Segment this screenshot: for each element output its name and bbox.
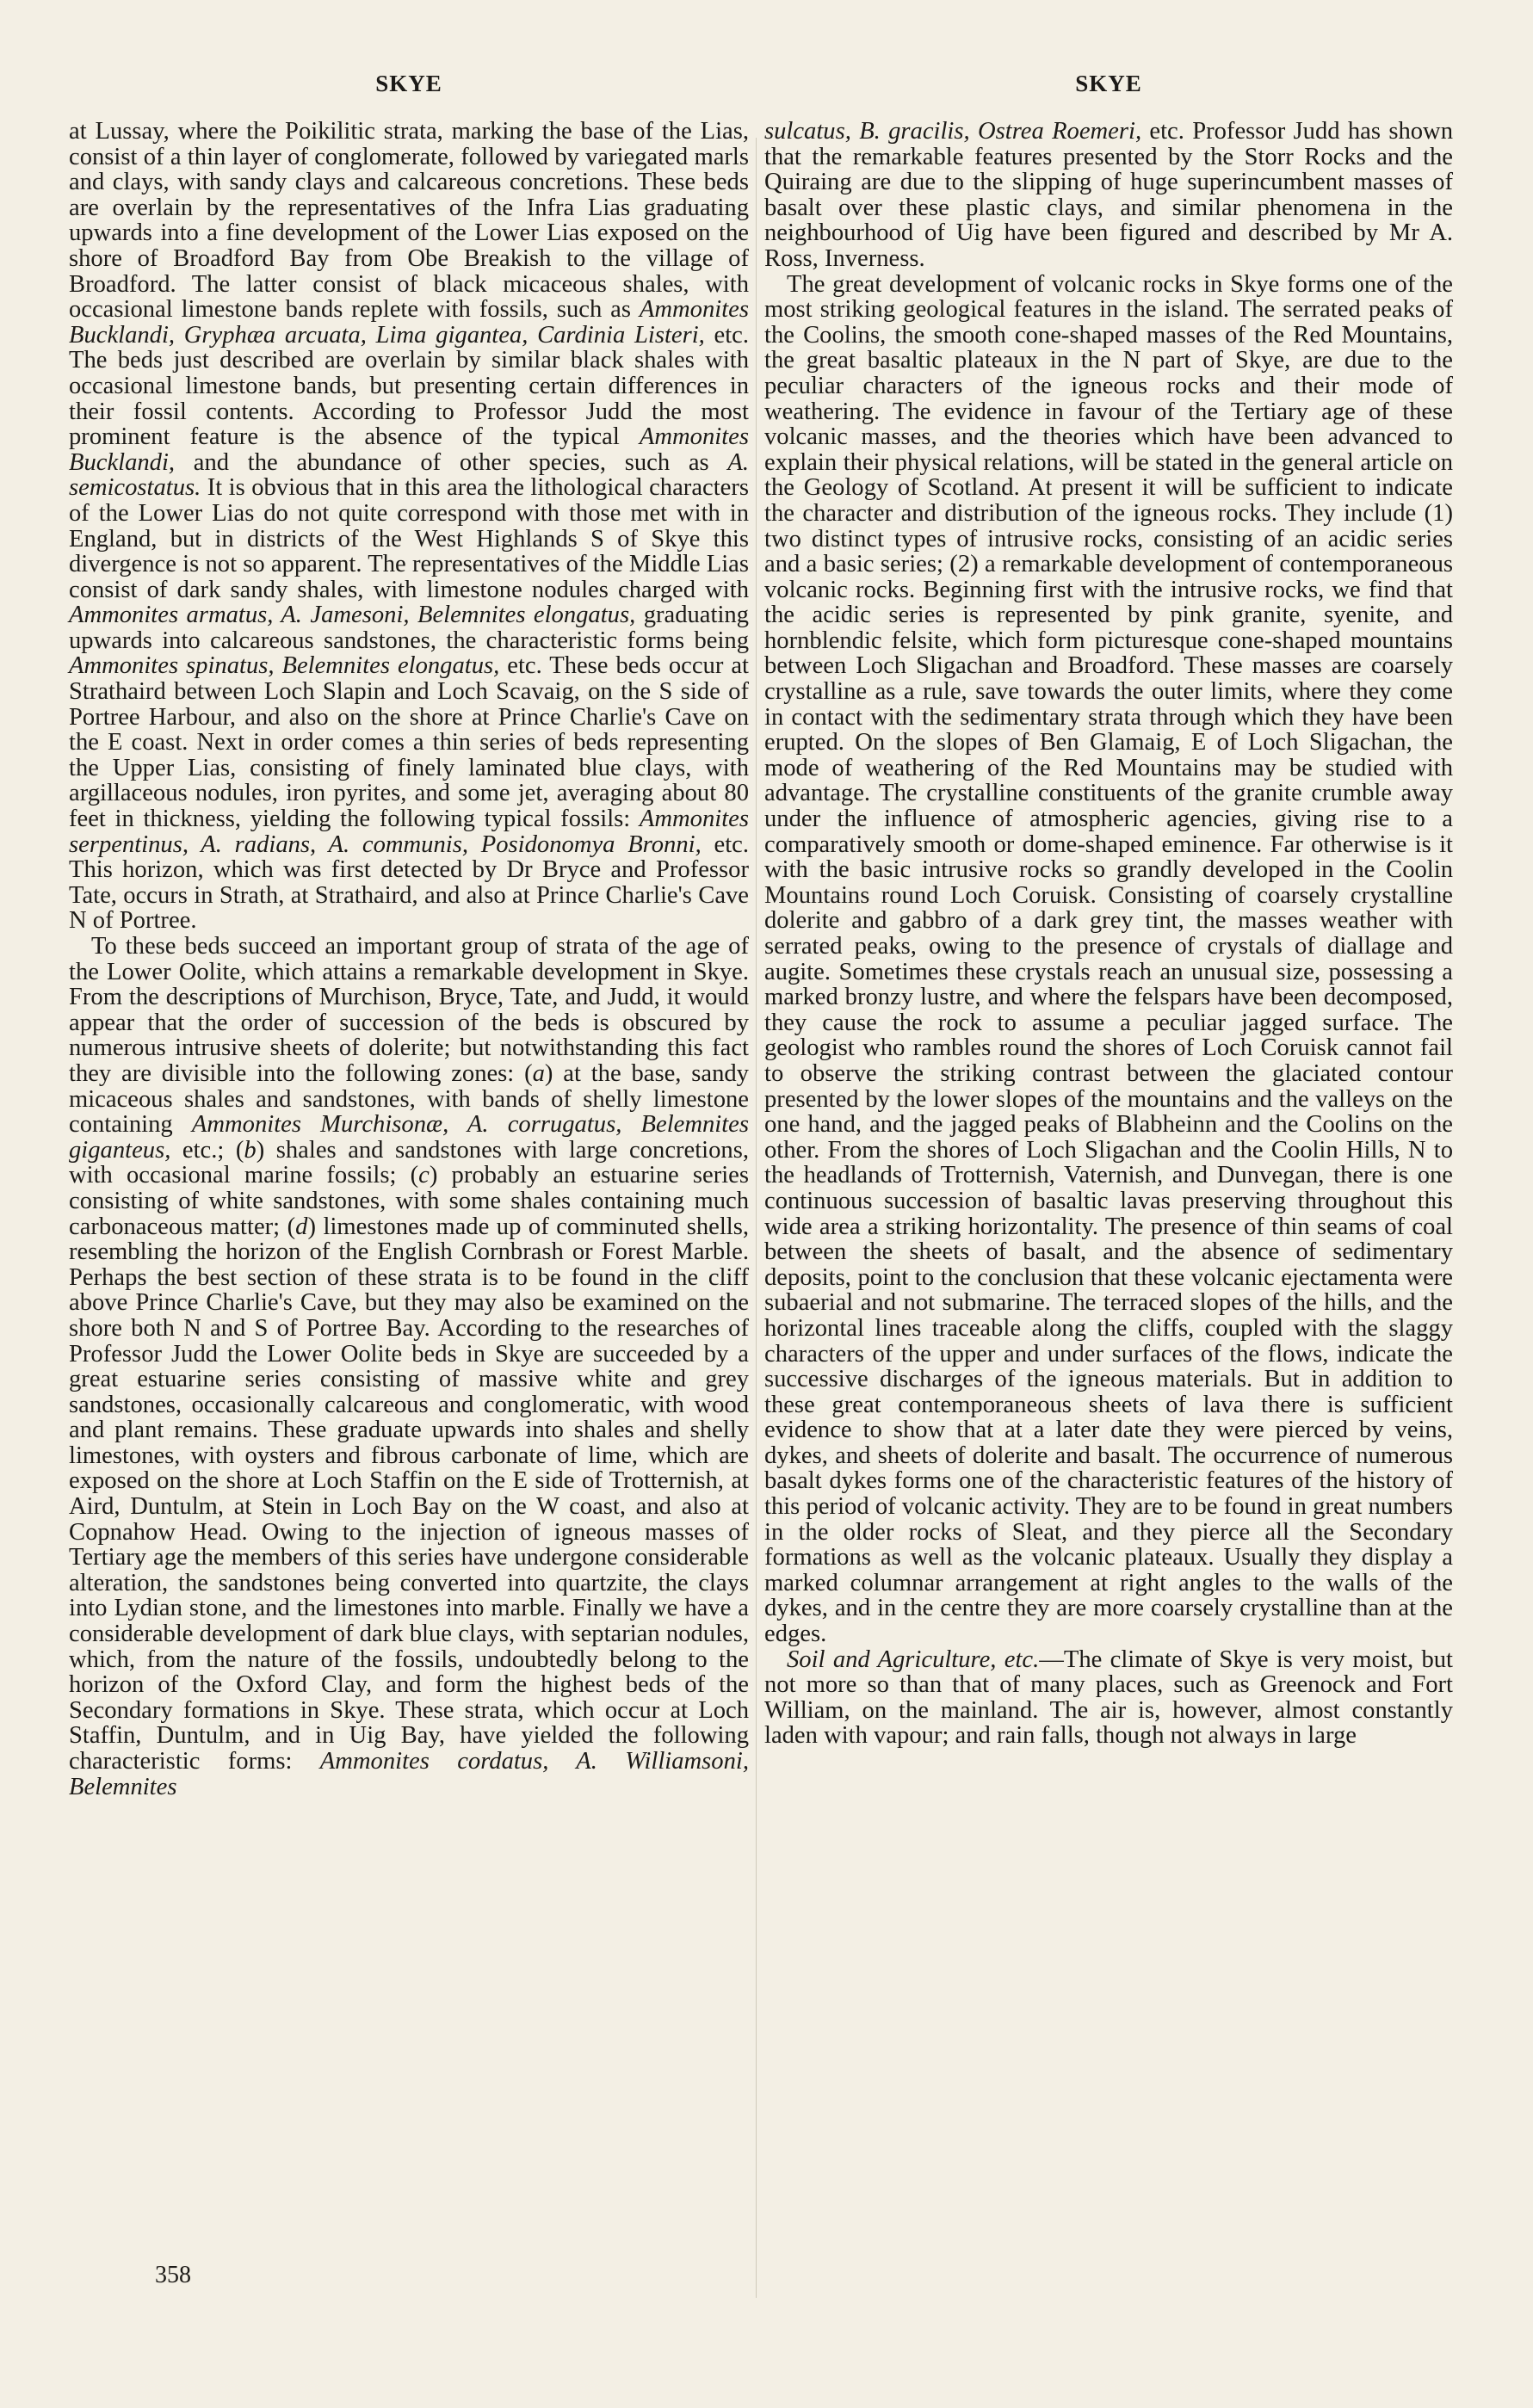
paragraph-oxford-clay-continued: sulcatus, B. gracilis, Ostrea Roemeri, etc. Professor Judd has shown that the remarkable features presented by the Storr Rocks and the Quiraing are due to the slipping of huge superincumbent masses of basalt over these plastic clays, and similar phenomena in the neighbourhood of Uig have been figured and described by Mr A. Ross, Inverness. — [764, 118, 1453, 272]
paragraph-lias: at Lussay, where the Poikilitic strata, marking the base of the Lias, consist of a thin layer of conglomerate, followed by variegated marls and clays, with sandy clays and calcareous concretions. These beds are overlain by the representatives of the Infra Lias graduating upwards into a fine development of the Lower Lias exposed on the shore of Broadford Bay from Obe Breakish to the village of Broadford. The latter consist of black micaceous shales, with occasional limestone bands replete with fossils, such as Ammonites Bucklandi, Gryphæa arcuata, Lima gigantea, Cardinia Listeri, etc. The beds just described are overlain by similar black shales with occasional limestone bands, but presenting certain differences in their fossil contents. According to Professor Judd the most prominent feature is the absence of the typical Ammonites Bucklandi, and the abundance of other species, such as A. semicostatus. It is obvious that in this area the lithological characters of the Lower Lias do not quite correspond with those met with in England, but in districts of the West Highlands S of Skye this divergence is not so apparent. The representatives of the Middle Lias consist of dark sandy shales, with limestone nodules charged with Ammonites armatus, A. Jamesoni, Belemnites elongatus, graduating upwards into calcareous sandstones, the characteristic forms being Ammonites spinatus, Belemnites elongatus, etc. These beds occur at Strathaird between Loch Slapin and Loch Scavaig, on the S side of Portree Harbour, and also on the shore at Prince Charlie's Cave on the E coast. Next in order comes a thin series of beds representing the Upper Lias, consisting of finely laminated blue clays, with argillaceous nodules, iron pyrites, and some jet, averaging about 80 feet in thickness, yielding the following typical fossils: Ammonites serpentinus, A. radians, A. communis, Posidonomya Bronni, etc. This horizon, which was first detected by Dr Bryce and Professor Tate, occurs in Strath, at Strathaird, and also at Prince Charlie's Cave N of Portree. — [69, 118, 750, 935]
page-number: 358 — [155, 2262, 191, 2288]
running-header-left: SKYE — [375, 71, 442, 96]
column-divider — [756, 138, 757, 2298]
left-column — [69, 119, 749, 1800]
paragraph-volcanic-rocks: The great development of volcanic rocks in Skye forms one of the most striking geological features in the island. The serrated peaks of the Coolins, the smooth cone-shaped masses of the Red Mountains, the great basaltic plateaux in the N part of Skye, are due to the peculiar characters of the igneous rocks and their mode of weathering. The evidence in favour of the Tertiary age of these volcanic masses, and the theories which have been advanced to explain their physical relations, will be stated in the general article on the Geology of Scotland. At present it will be sufficient to indicate the character and distribution of the igneous rocks. They include (1) two distinct types of intrusive rocks, consisting of an acidic series and a basic series; (2) a remarkable development of contemporaneous volcanic rocks. Beginning first with the intrusive rocks, we find that the acidic series is represented by pink granite, syenite, and hornblendic felsite, which form picturesque cone-shaped mountains between Loch Sligachan and Broadford. These masses are coarsely crystalline as a rule, save towards the outer limits, where they come in contact with the sedimentary strata through which they have been erupted. On the slopes of Ben Glamaig, E of Loch Sligachan, the mode of weathering of the Red Mountains may be studied with advantage. The crystalline constituents of the granite crumble away under the influence of atmospheric agencies, giving rise to a comparatively smooth or dome-shaped eminence. Far otherwise is it with the basic intrusive rocks so grandly developed in the Coolin Mountains round Loch Coruisk. Consisting of coarsely crystalline dolerite and gabbro of a dark grey tint, the masses weather with serrated peaks, owing to the presence of crystals of diallage and augite. Sometimes these crystals reach an unusual size, possessing a marked bronzy lustre, and where the felspars have been decomposed, they cause the rock to assume a peculiar jagged surface. The geologist who rambles round the shores of Loch Coruisk cannot fail to observe the striking contrast between the glaciated contour presented by the lower slopes of the mountains and the valleys on the one hand, and the jagged peaks of Blabheinn and the Coolins on the other. From the shores of Loch Sligachan and the Coolin Hills, N to the headlands of Trotternish, Vaternish, and Dunvegan, there is one continuous succession of basaltic lavas preserving throughout this wide area a striking horizontality. The presence of thin seams of coal between the sheets of basalt, and the absence of sedimentary deposits, point to the conclusion that these volcanic ejectamenta were subaerial and not submarine. The terraced slopes of the hills, and the horizontal lines traceable along the cliffs, coupled with the slaggy characters of the upper and under surfaces of the flows, indicate the successive discharges of the igneous materials. But in addition to these great contemporaneous sheets of lava there is sufficient evidence to show that at a later date they were pierced by veins, dykes, and sheets of dolerite and basalt. The occurrence of numerous basalt dykes forms one of the characteristic features of the history of this period of volcanic activity. They are to be found in great numbers in the older rocks of Sleat, and they pierce all the Secondary formations as well as the volcanic plateaux. Usually they display a marked columnar arrangement at right angles to the walls of the dykes, and in the centre they are more coarsely crystalline than at the edges. — [764, 270, 1453, 1648]
paragraph-oolite: To these beds succeed an important group of strata of the age of the Lower Oolite, which attains a remarkable development in Skye. From the descriptions of Murchison, Bryce, Tate, and Judd, it would appear that the order of succession of the beds is obscured by numerous intrusive sheets of dolerite; but notwithstanding this fact they are divisible into the following zones: (a) at the base, sandy micaceous shales and sandstones, with bands of shelly limestone containing Ammonites Murchisonæ, A. corrugatus, Belemnites giganteus, etc.; (b) shales and sandstones with large concretions, with occasional marine fossils; (c) probably an estuarine series consisting of white sandstones, with some shales containing much carbonaceous matter; (d) limestones made up of comminuted shells, resembling the horizon of the English Cornbrash or Forest Marble. Perhaps the best section of these strata is to be found in the cliff above Prince Charlie's Cave, but they may also be examined on the shore both N and S of Portree Bay. According to the researches of Professor Judd the Lower Oolite beds in Skye are succeeded by a great estuarine series consisting of massive white and grey sandstones, occasionally calcareous and conglomeratic, with wood and plant remains. These graduate upwards into shales and shelly limestones, with oysters and fibrous carbonate of lime, which are exposed on the shore at Loch Staffin on the E side of Trotternish, at Aird, Duntulm, at Stein in Loch Bay on the W coast, and also at Copnahow Head. Owing to the injection of igneous masses of Tertiary age the members of this series have undergone considerable alteration, the sandstones being converted into quartzite, the clays into Lydian stone, and the limestones into marble. Finally we have a considerable development of dark blue clays, with septarian nodules, which, from the nature of the fossils, undoubtedly belong to the horizon of the Oxford Clay, and form the highest beds of the Secondary formations in Skye. These strata, which occur at Loch Staffin, Duntulm, and in Uig Bay, have yielded the following characteristic forms: Ammonites cordatus, A. Williamsoni, Belemnites — [69, 933, 749, 1800]
running-header-right: SKYE — [1075, 71, 1142, 96]
right-column — [764, 119, 1453, 1749]
paragraph-soil-agriculture: Soil and Agriculture, etc.—The climate of Skye is very moist, but not more so than that of many places, such as Greenock and Fort William, on the mainland. The air is, however, almost constantly laden with vapour; and rain falls, though not always in large — [764, 1645, 1453, 1750]
